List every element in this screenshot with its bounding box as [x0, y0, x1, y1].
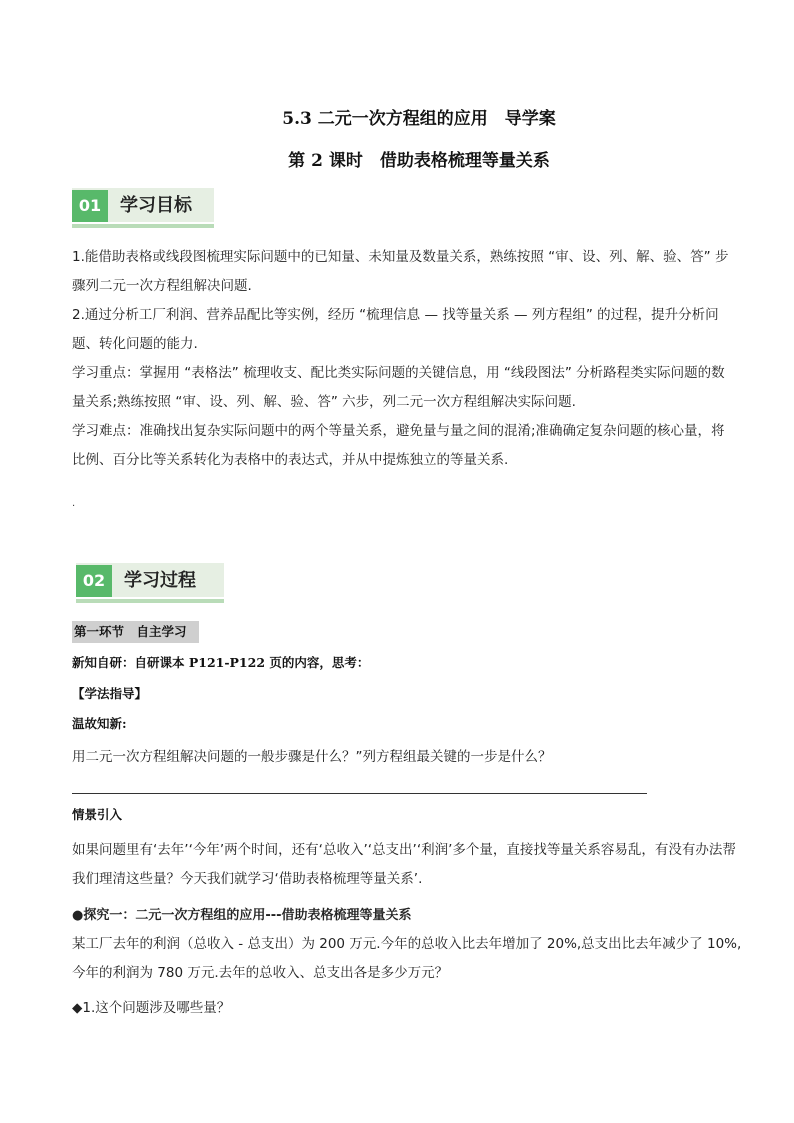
section-underline: [72, 224, 214, 228]
explore-problem: 某工厂去年的利润（总收入 - 总支出）为 200 万元.今年的总收入比去年增加了 20%,总支出比去年减少了 10%,今年的利润为 780 万元.去年的总收入、总支出各是多少万元？: [72, 936, 742, 981]
section-number-badge: 02: [76, 565, 112, 597]
answer-line: [72, 793, 647, 794]
question-1: ◆1.这个问题涉及哪些量？: [72, 1000, 231, 1016]
document-title: 5.3 二元一次方程组的应用 导学案: [282, 109, 556, 129]
section-underline: [76, 599, 224, 603]
section-number-badge: 01: [72, 190, 108, 222]
method-guide: 【学法指导】: [72, 686, 148, 701]
section-header-objectives: [72, 188, 214, 228]
objective-1: 1.能借助表格或线段图梳理实际问题中的已知量、未知量及数量关系，熟练按照 “审、设、列、解、验、答” 步骤列二元一次方程组解决问题.: [72, 249, 729, 294]
key-points: 学习重点：掌握用 “表格法” 梳理收支、配比类实际问题的关键信息，用 “线段图法” 分析路程类实际问题的数量关系;熟练按照 “审、设、列、解、验、答” 六步，列二元一次方程组解决实际问题.: [72, 365, 725, 410]
stray-dot: .: [72, 498, 76, 509]
section-title: 学习目标: [120, 195, 192, 216]
study-hint: 新知自研：自研课本 P121-P122 页的内容，思考：: [72, 655, 370, 670]
objective-2: 2.通过分析工厂利润、营养品配比等实例，经历 “梳理信息 — 找等量关系 — 列方程组” 的过程，提升分析问题、转化问题的能力.: [72, 307, 719, 352]
section-title: 学习过程: [124, 570, 196, 591]
lesson-subtitle: 第 2 课时 借助表格梳理等量关系: [288, 151, 550, 171]
review-label: 温故知新:: [72, 716, 127, 731]
scene-text: 如果问题里有‘去年’‘今年’两个时间，还有‘总收入’‘总支出’‘利润’多个量，直接找等量关系容易乱，有没有办法帮我们理清这些量？今天我们就学习‘借助表格梳理等量关系’.: [72, 842, 736, 887]
scene-label: 情景引入: [72, 807, 123, 822]
objectives-block: [72, 243, 732, 475]
difficult-points: 学习难点：准确找出复杂实际问题中的两个等量关系，避免量与量之间的混淆;准确确定复杂问题的核心量，将比例、百分比等关系转化为表格中的表达式，并从中提炼独立的等量关系.: [72, 423, 725, 468]
section-header-process: [76, 563, 224, 603]
explore-title: ●探究一：二元一次方程组的应用---借助表格梳理等量关系: [72, 908, 412, 923]
review-question: 用二元一次方程组解决问题的一般步骤是什么？”列方程组最关键的一步是什么？: [72, 749, 552, 765]
stage-tag: 第一环节 自主学习: [72, 621, 199, 643]
